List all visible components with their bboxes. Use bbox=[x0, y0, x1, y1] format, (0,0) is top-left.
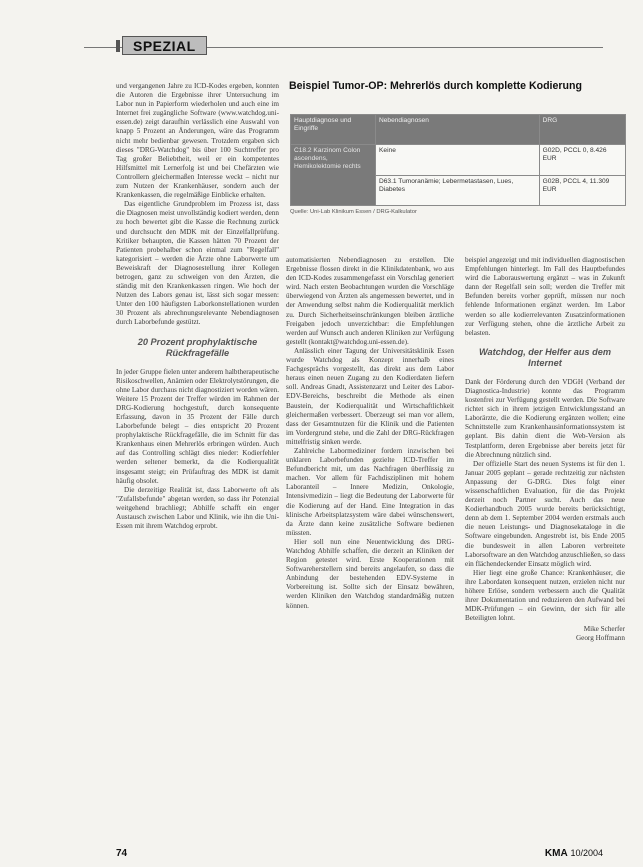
table-cell: Keine bbox=[376, 145, 540, 175]
author-signature bbox=[465, 625, 625, 643]
paragraph: Der offizielle Start des neuen Systems ist für den 1. Januar 2005 geplant – gerade rechtzeitig zur nächsten Anpassung der G-DRG. Dies folgt einer wissenschaftlichen Evaluation, für die das Projekt derzeit noch Partner sucht. Auch das neue Kodierhandbuch 2005 wurde bereits berücksichtigt, denn ab dem 1. September 2004 werden erstmals auch die neuen Leistungs- und Diagnosekataloge in die Software eingebunden. Angestrebt ist, bis Ende 2005 die bundesweit in allen Laboren verbreitete Laborsoftware an den Watchdog anzuschließen, so dass ein flächendeckender Einsatz möglich wird. bbox=[465, 459, 625, 568]
column-header: DRG bbox=[539, 115, 625, 145]
table-cell: G02D, PCCL 0, 8.426 EUR bbox=[539, 145, 625, 175]
kodierung-table bbox=[290, 114, 626, 206]
column-header: Hauptdiagnose und Eingriffe bbox=[291, 115, 376, 145]
author-name: Mike Scherfer bbox=[583, 625, 625, 634]
paragraph: Dank der Förderung durch den VDGH (Verband der Diagnostica-Industrie) konnte das Programm kostenfrei zur Verfügung gestellt werden. Die Software richtet sich in ihrem jetzigen Entwicklungsstand an Laborärzte, die die Kodierung ergänzen wollen; eine Schnittstelle zum Krankenhausinformationssystem ist geplant. Bis dahin dient die Web-Version als Testplattform, deren Ergebnisse aber bereits jetzt für die Abrechnung nützlich sind. bbox=[465, 377, 625, 459]
table-row bbox=[291, 145, 626, 175]
paragraph: In jeder Gruppe fielen unter anderem halbtherapeutische Risikoschwellen, Anämien oder Elektrolytstörungen, die ohne Labor durchaus nicht diagnostiziert worden wären. Weitere 15 Prozent der Treffer würden im Rahmen der DRG-Kodierung hochgestuft, durch konsequente Erfassung, davon in 35 Prozent der Fälle durch Laborbefunde belegt – dies entspricht 20 Prozent prophylaktische Rückfragefälle, die im Schnitt für das Krankenhaus einen Mehrerlös erbringen würden. Auch auf das Controlling schlägt dies nieder: Kodierfehler werden seltener bemerkt, da die Kodierqualität insgesamt steigt; ein Prüfauftrag des MDK ist damit häufig obsolet. bbox=[116, 367, 279, 485]
paragraph: Das eigentliche Grundproblem im Prozess ist, dass die Diagnosen meist unvollständig kodiert werden, denn zu hoch bewertet gibt die Kasse die Rechnung zurück und durchsucht den MDK mit der Einzelfallprüfung. Kritiker behaupten, die Kassen hätten 70 Prozent der Patienten probehalber schon einmal zum "Regelfall" kategorisiert – werden die Ärzte ohne Laborwerte um Beweiskraft der Diagnosestellung ihrer Kollegen betrogen, ganz zu schweigen von den Ärzten, die ständig mit den Krankenkassen ringen. Wie hoch der Nutzen des Labors genau ist, lässt sich sogar messen: Unter den 100 häufigsten Laborkonstellationen wurden 30 Prozent als abrechnungsrelevante Nebendiagnosen durch Laborbefunde gestützt. bbox=[116, 200, 279, 327]
author-name: Georg Hoffmann bbox=[575, 634, 625, 643]
issue-number: 10/2004 bbox=[570, 848, 603, 858]
page-number: 74 bbox=[116, 848, 128, 859]
paragraph: Zahlreiche Labormediziner fordern inzwischen bei unklaren Laborbefunden gezielte ICD-Treffer im Befundbericht mit, um das Nachfragen überflüssig zu machen. Vor allem für Fachdisziplinen mit hohem Laboranteil – Innere Medizin, Onkologie, Intensivmedizin – liegt die Bedeutung der Laborwerte für die Kodierung auf der Hand. Eine Integration in das klinische Arbeitsplatzsystem wäre dabei wünschenswert, da Ärzte dann keine zusätzliche Software bedienen müssten. bbox=[286, 446, 454, 537]
magazine-name: KMA bbox=[544, 848, 568, 859]
paragraph: und vergangenen Jahre zu ICD-Kodes ergeben, konnten die Autoren die Ergebnisse ihrer Untersuchung im Labor nun in Papierform wiederholen und auch eine im Internet frei zugängliche Software (www.watchdog.uni-essen.de) zeigt daraufhin verlässlich eine Auswahl von knapp 5 Prozent an Änderungen, wäre das Programm nicht mehr bedienbar gewesen. Trotzdem ergaben sich dieses "DRG-Watchdog" bis über 100 Suchtreffer pro Tag großer Beliebtheit, weil er ein kompetentes Hilfsmittel mit Lernerfolg ist und bei Chefärzten wie Controllern gleichermaßen Interesse weckt – nicht nur zum Nutzen der Krankenhäuser, sondern auch der Krankenkassen, die regelmäßige Einblicke erhalten. bbox=[116, 82, 279, 200]
table-cell-hauptdiagnose: C18.2 Karzinom Colon ascendens, Hemikolektomie rechts bbox=[291, 145, 376, 206]
paragraph: beispiel angezeigt und mit individuellen diagnostischen Empfehlungen hinterlegt. Im Fall des Hauptbefundes wird die Laborauswertung ergänzt – was in Zukunft dann der Regelfall sein soll; werden die Treffer mit Befunden bereits vorher geprüft, müssen nur noch fehlende Informationen ergänzt werden. Im Labor werden so alle kodierrelevanten Zusatzinformationen zur Verfügung stehen, ohne die ärztliche Arbeit zu belasten. bbox=[465, 256, 625, 337]
paragraph: Hier soll nun eine Neuentwicklung des DRG-Watchdog Abhilfe schaffen, die derzeit an Kliniken der Region getestet wird. Erste Kooperationen mit Softwareherstellern sind bereits angelaufen, so dass die Anbindung der bestehenden EDV-Systeme in Vorbereitung ist. Sollte sich der Einsatz bewähren, werden Kliniken den Watchdog standardmäßig nutzen können. bbox=[286, 537, 454, 610]
column-1 bbox=[116, 82, 279, 531]
column-3 bbox=[465, 256, 625, 644]
paragraph: Hier liegt eine große Chance: Krankenhäuser, die ihre Labordaten konsequent nutzen, erzielen nicht nur höhere Erlöse, sondern verbessern auch die Qualität ihrer Dokumentation und reduzieren den Aufwand bei MDK-Prüfungen – ein Gewinn, der sich für alle Beteiligten lohnt. bbox=[465, 568, 625, 623]
box-title: Beispiel Tumor-OP: Mehrerlös durch komplette Kodierung bbox=[289, 80, 582, 92]
column-2 bbox=[286, 256, 454, 611]
subheading: Watchdog, der Helfer aus dem Internet bbox=[478, 346, 612, 368]
magazine-footer bbox=[545, 848, 603, 859]
column-header: Nebendiagnosen bbox=[376, 115, 540, 145]
subheading: 20 Prozent prophylaktische Rückfragefälle bbox=[137, 336, 258, 358]
table-cell: D63.1 Tumoranämie; Lebermetastasen, Lues, Diabetes bbox=[376, 175, 540, 205]
table-header-row bbox=[291, 115, 626, 145]
table-cell: G02B, PCCL 4, 11.309 EUR bbox=[539, 175, 625, 205]
box-caption: Quelle: Uni-Lab Klinikum Essen / DRG-Kalkulator bbox=[290, 209, 417, 215]
paragraph: automatisierten Nebendiagnosen zu erstellen. Die Ergebnisse flossen direkt in die Klinikdatenbank, wo aus den ICD-Kodes zusammengefasst ein Vorschlag generiert wird. Nach ersten Beobachtungen wurden die Vorschläge überwiegend von Ärzten als angemessen bewertet, und in der Anwendung selbst nahm die Kodierqualität merklich zu. Durch Sicherheitseinschränkungen bleiben ärztliche Freigaben jedoch unverzichtbar: die Empfehlungen werden auf Wunsch auch anderen Kliniken zur Verfügung gestellt (kontakt@watchdog.uni-essen.de). bbox=[286, 256, 454, 346]
section-label: SPEZIAL bbox=[122, 36, 207, 55]
section-marker bbox=[116, 40, 120, 52]
paragraph: Anlässlich einer Tagung der Universitätsklinik Essen wurde Watchdog als Konzept innerhalb eines Fachgesprächs vorgestellt, das direkt aus dem Labor heraus einen neuen Zugang zu den Kodierdaten liefern soll. Andreas Gnadt, Assistenzarzt und Leiter des Labor-EDV-Bereichs, beschreibt die Methode als einen Baustein, der Kodierqualität und Wirtschaftlichkeit gleichermaßen verbessert. Überzeugt sei man vor allem, dass der Gesamtnutzen für die Klinik und die Patienten im Vordergrund stehe, und die Zahl der DRG-Rückfragen mittelfristig sinken werde. bbox=[286, 346, 454, 446]
paragraph: Die derzeitige Realität ist, dass Laborwerte oft als "Zufallsbefunde" abgetan werden, so dass ihr Potenzial weitgehend brachliegt; Abhilfe schafft ein enger Austausch zwischen Labor und Klinik, wie ihn die Uni-Essen mit ihrem Watchdog erprobt. bbox=[116, 485, 279, 531]
